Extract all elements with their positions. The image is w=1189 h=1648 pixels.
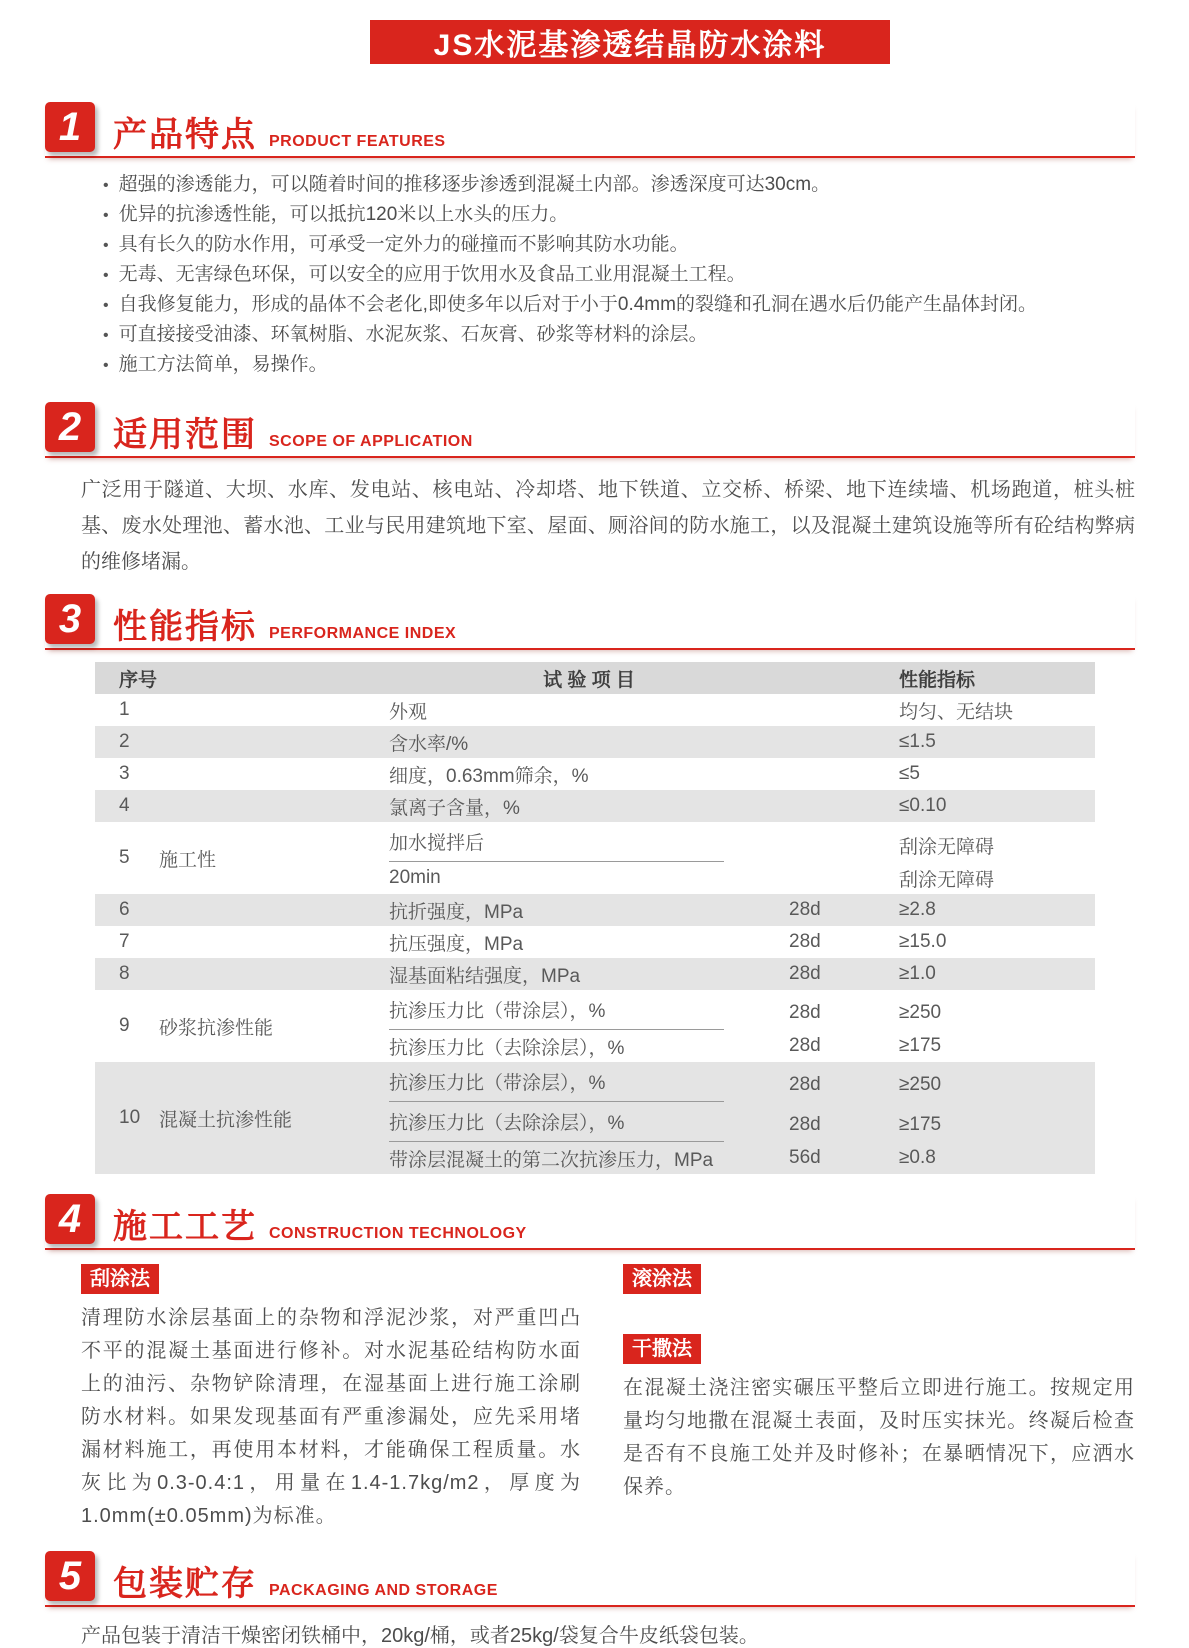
feature-text: 超强的渗透能力，可以随着时间的推移逐步渗透到混凝土内部。渗透深度可达30cm。 xyxy=(118,174,831,195)
section-subtitle: PACKAGING AND STORAGE xyxy=(269,1582,498,1599)
cell-value: ≤1.5 xyxy=(899,731,936,752)
cell-seq: 2 xyxy=(119,731,130,752)
cell-value: ≥175 xyxy=(899,1035,942,1056)
bullet-marker: • xyxy=(103,297,109,314)
cell-item: 抗压强度，MPa xyxy=(389,933,524,955)
section-construction xyxy=(45,1194,1135,1533)
section-number-badge: 5 xyxy=(45,1551,95,1601)
cell-seq: 6 xyxy=(119,899,130,920)
cell-age: 28d xyxy=(789,1114,821,1135)
table-row xyxy=(95,1062,1095,1174)
product-title-banner: JS水泥基渗透结晶防水涂料 xyxy=(370,20,890,64)
cell-item: 外观 xyxy=(389,701,428,723)
feature-text: 无毒、无害绿色环保，可以安全的应用于饮用水及食品工业用混凝土工程。 xyxy=(118,264,746,285)
cell-age: 28d xyxy=(789,1035,821,1056)
cell-value: ≤0.10 xyxy=(899,795,947,816)
cell-item: 抗渗压力比（带涂层），% xyxy=(389,1068,789,1102)
bullet-marker: • xyxy=(103,177,109,194)
bullet-marker: • xyxy=(103,357,109,374)
section-number-badge: 4 xyxy=(45,1194,95,1244)
spacer xyxy=(623,1294,1135,1334)
cell-item: 湿基面粘结强度，MPa xyxy=(389,965,581,987)
list-item xyxy=(103,290,1135,320)
section-subtitle: CONSTRUCTION TECHNOLOGY xyxy=(269,1225,527,1242)
list-item xyxy=(103,320,1135,350)
table-row xyxy=(95,758,1095,790)
list-item xyxy=(103,170,1135,200)
cell-age: 28d xyxy=(789,899,821,920)
section-title: 性能指标 xyxy=(113,608,257,646)
cell-group xyxy=(159,726,389,758)
table-row xyxy=(95,958,1095,990)
packaging-text: 产品包装于清洁干燥密闭铁桶中，20kg/桶，或者25kg/袋复合牛皮纸袋包装。 xyxy=(81,1625,759,1647)
table-row xyxy=(95,726,1095,758)
cell-value: ≥1.0 xyxy=(899,963,936,984)
cell-item: 加水搅拌后 xyxy=(389,828,789,862)
section-title: 施工工艺 xyxy=(113,1208,257,1246)
cell-age: 28d xyxy=(789,1002,821,1023)
cell-value: ≥250 xyxy=(899,1074,942,1095)
feature-list xyxy=(45,158,1135,380)
cell-value: ≥0.8 xyxy=(899,1147,936,1168)
cell-group: 施工性 xyxy=(159,849,217,871)
method-paragraph: 在混凝土浇注密实碾压平整后立即进行施工。按规定用量均匀地撒在混凝土表面，及时压实抹光。终凝后检查是否有不良施工处并及时修补；在暴晒情况下，应洒水保养。 xyxy=(623,1377,1135,1498)
header-value: 性能指标 xyxy=(899,669,976,691)
method-badge-scrape: 刮涂法 xyxy=(81,1264,159,1294)
datasheet-page xyxy=(0,20,1189,1647)
section-title: 包装贮存 xyxy=(113,1565,257,1603)
bullet-marker: • xyxy=(103,207,109,224)
cell-seq: 1 xyxy=(119,699,130,720)
section-title: 适用范围 xyxy=(113,416,257,454)
cell-item: 抗渗压力比（带涂层），% xyxy=(389,996,789,1030)
cell-group xyxy=(159,958,389,990)
cell-age: 28d xyxy=(789,1074,821,1095)
cell-seq: 8 xyxy=(119,963,130,984)
cell-group xyxy=(159,758,389,790)
cell-value: 刮涂无障碍 xyxy=(899,836,995,858)
cell-age: 28d xyxy=(789,963,821,984)
cell-value: ≤5 xyxy=(899,763,920,784)
construction-columns xyxy=(45,1250,1135,1533)
cell-seq: 7 xyxy=(119,931,130,952)
section-scope xyxy=(45,402,1135,580)
bullet-marker: • xyxy=(103,327,109,344)
table-row xyxy=(95,694,1095,726)
list-item xyxy=(103,260,1135,290)
cell-seq: 10 xyxy=(119,1107,141,1128)
section-number-badge: 1 xyxy=(45,102,95,152)
table-row xyxy=(95,926,1095,958)
section-heading xyxy=(45,1194,1135,1250)
section-heading xyxy=(45,594,1135,650)
table-header-row xyxy=(95,662,1095,694)
feature-text: 施工方法简单，易操作。 xyxy=(118,354,328,375)
feature-text: 自我修复能力，形成的晶体不会老化,即使多年以后对于小于0.4mm的裂缝和孔洞在遇水后仍能产生晶体封闭。 xyxy=(118,294,1037,315)
bullet-marker: • xyxy=(103,267,109,284)
cell-item: 抗渗压力比（去除涂层），% xyxy=(389,1037,625,1059)
feature-text: 优异的抗渗透性能，可以抵抗120米以上水头的压力。 xyxy=(118,204,569,225)
cell-seq: 9 xyxy=(119,1015,130,1036)
section-features xyxy=(45,102,1135,380)
cell-group xyxy=(159,894,389,926)
cell-value: ≥15.0 xyxy=(899,931,947,952)
cell-seq: 5 xyxy=(119,847,130,868)
section-subtitle: PRODUCT FEATURES xyxy=(269,133,446,150)
header-spacer xyxy=(159,662,389,694)
list-item xyxy=(103,200,1135,230)
cell-value: ≥250 xyxy=(899,1002,942,1023)
section-number-badge: 3 xyxy=(45,594,95,644)
cell-group xyxy=(159,694,389,726)
list-item xyxy=(103,230,1135,260)
cell-value: 均匀、无结块 xyxy=(899,701,1014,723)
section-subtitle: PERFORMANCE INDEX xyxy=(269,625,457,642)
cell-seq: 3 xyxy=(119,763,130,784)
cell-seq: 4 xyxy=(119,795,130,816)
section-heading xyxy=(45,102,1135,158)
section-heading xyxy=(45,1551,1135,1607)
performance-table xyxy=(95,662,1095,1174)
feature-text: 具有长久的防水作用，可承受一定外力的碰撞而不影响其防水功能。 xyxy=(118,234,689,255)
table-row xyxy=(95,790,1095,822)
section-heading xyxy=(45,402,1135,458)
header-seq: 序号 xyxy=(119,669,158,691)
scope-paragraph: 广泛用于隧道、大坝、水库、发电站、核电站、冷却塔、地下铁道、立交桥、桥梁、地下连续墙、机场跑道，桩头桩基、废水处理池、蓄水池、工业与民用建筑地下室、屋面、厕浴间的防水施工，以及混凝土建筑设施等所有砼结构弊病的维修堵漏。 xyxy=(81,479,1135,573)
table-row xyxy=(95,894,1095,926)
cell-age: 28d xyxy=(789,931,821,952)
table-row xyxy=(95,990,1095,1062)
cell-item: 抗折强度，MPa xyxy=(389,901,524,923)
section-performance xyxy=(45,594,1135,1174)
cell-item: 带涂层混凝土的第二次抗渗压力，MPa xyxy=(389,1149,714,1171)
method-badge-roll: 滚涂法 xyxy=(623,1264,701,1294)
method-roll-and-dry xyxy=(623,1264,1135,1533)
cell-item: 抗渗压力比（去除涂层），% xyxy=(389,1108,789,1142)
method-scrape xyxy=(81,1264,581,1533)
section-subtitle: SCOPE OF APPLICATION xyxy=(269,433,473,450)
header-item: 试 验 项 目 xyxy=(543,669,635,691)
cell-age: 56d xyxy=(789,1147,821,1168)
table-row xyxy=(95,822,1095,894)
cell-group xyxy=(159,926,389,958)
cell-group xyxy=(159,790,389,822)
cell-item: 细度，0.63mm筛余，% xyxy=(389,765,589,787)
cell-group: 混凝土抗渗性能 xyxy=(159,1109,293,1131)
feature-text: 可直接接受油漆、环氧树脂、水泥灰浆、石灰膏、砂浆等材料的涂层。 xyxy=(118,324,708,345)
cell-value: ≥175 xyxy=(899,1114,942,1135)
cell-item: 20min xyxy=(389,867,441,888)
cell-value: 刮涂无障碍 xyxy=(899,869,995,891)
cell-item: 氯离子含量，% xyxy=(389,797,520,819)
cell-value: ≥2.8 xyxy=(899,899,936,920)
cell-item: 含水率/% xyxy=(389,733,469,755)
cell-group: 砂浆抗渗性能 xyxy=(159,1017,274,1039)
list-item xyxy=(103,350,1135,380)
section-number-badge: 2 xyxy=(45,402,95,452)
method-paragraph: 清理防水涂层基面上的杂物和浮泥沙浆，对严重凹凸不平的混凝土基面进行修补。对水泥基砼结构防水面上的油污、杂物铲除清理，在湿基面上进行施工涂刷防水材料。如果发现基面有严重渗漏处，应先采用堵漏材料施工，再使用本材料，才能确保工程质量。水灰比为0.3-0.4:1，用量在1.4-1.7kg/m2，厚度为1.0mm(±0.05mm)为标准。 xyxy=(81,1307,581,1527)
method-badge-drysprinkle: 干撒法 xyxy=(623,1334,701,1364)
section-title: 产品特点 xyxy=(113,116,257,154)
bullet-marker: • xyxy=(103,237,109,254)
